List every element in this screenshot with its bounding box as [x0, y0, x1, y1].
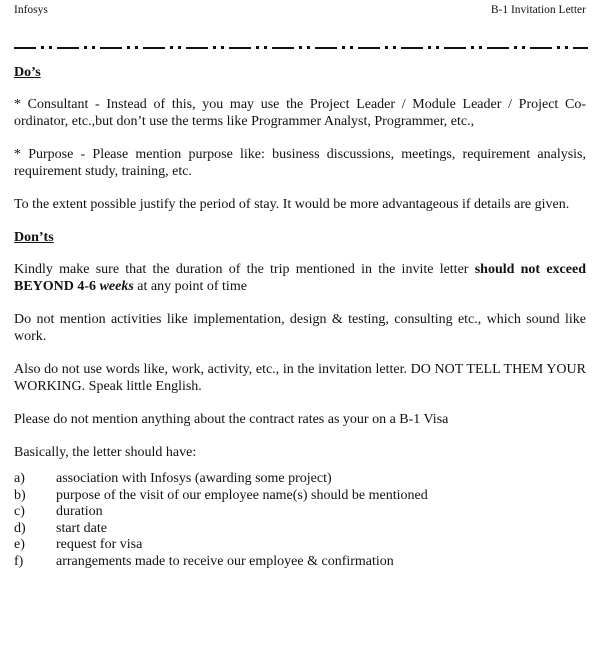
list-marker: b) [14, 487, 26, 503]
divider-dot [557, 46, 560, 49]
list-item-text: association with Infosys (awarding some project) [56, 471, 332, 486]
list-item [14, 537, 586, 554]
divider-dash [401, 47, 423, 49]
divider-dot [256, 46, 259, 49]
divider-dot [385, 46, 388, 49]
divider-dot [342, 46, 345, 49]
donts-activities-paragraph: Do not mention activities like implementation, design & testing, consulting etc., which sound like work. [14, 312, 586, 344]
divider-dot [471, 46, 474, 49]
donts-words-paragraph: Also do not use words like, work, activity, etc., in the invitation letter. DO NOT TELL THEM YOUR WORKING. Speak little English. [14, 362, 586, 394]
header-divider [14, 46, 588, 49]
letter-requirements-list [14, 471, 586, 570]
donts-duration-paragraph [14, 261, 586, 295]
divider-dot [49, 46, 52, 49]
list-item [14, 504, 586, 521]
dos-justify-paragraph: To the extent possible justify the period of stay. It would be more advantageous if details are given. [14, 197, 570, 212]
divider-dot [350, 46, 353, 49]
divider-dot [565, 46, 568, 49]
list-item [14, 554, 586, 571]
divider-dash [100, 47, 122, 49]
divider-dash [315, 47, 337, 49]
divider-dash [444, 47, 466, 49]
divider-dot [170, 46, 173, 49]
divider-dot [514, 46, 517, 49]
divider-dash [143, 47, 165, 49]
duration-text-italic: weeks [99, 279, 134, 294]
list-item-text: duration [56, 504, 103, 519]
divider-dash [530, 47, 552, 49]
dos-consultant-paragraph: * Consultant - Instead of this, you may use the Project Leader / Module Leader / Project Co-ordinator, etc.,but don’t use the terms like Programmer Analyst, Programmer, etc., [14, 97, 586, 129]
divider-dot [41, 46, 44, 49]
list-item [14, 488, 586, 505]
list-marker: a) [14, 471, 25, 486]
list-item [14, 471, 586, 488]
divider-dash [229, 47, 251, 49]
divider-dot [84, 46, 87, 49]
divider-dot [135, 46, 138, 49]
dos-heading: Do’s [14, 65, 41, 80]
divider-dash [358, 47, 380, 49]
divider-dot [221, 46, 224, 49]
list-marker: c) [14, 504, 25, 519]
header-company: Infosys [14, 4, 48, 16]
divider-dot [178, 46, 181, 49]
divider-dot [92, 46, 95, 49]
divider-dot [307, 46, 310, 49]
list-item-text: purpose of the visit of our employee name(s) should be mentioned [56, 487, 428, 503]
page-header [14, 4, 586, 20]
divider-dot [479, 46, 482, 49]
list-marker: d) [14, 520, 26, 536]
divider-dot [127, 46, 130, 49]
list-item-text: request for visa [56, 537, 143, 552]
header-document-title: B-1 Invitation Letter [490, 4, 586, 16]
divider-dash [57, 47, 79, 49]
divider-dot [393, 46, 396, 49]
divider-dash [186, 47, 208, 49]
donts-heading: Don’ts [14, 230, 54, 245]
list-item-text: arrangements made to receive our employee & confirmation [56, 553, 394, 569]
dos-purpose-paragraph: * Purpose - Please mention purpose like: business discussions, meetings, requirement analysis, requirement study, training, etc. [14, 147, 586, 179]
divider-dot [299, 46, 302, 49]
list-marker: e) [14, 537, 25, 552]
divider-dash [14, 47, 36, 49]
document-body [14, 64, 586, 570]
list-item-text: start date [56, 520, 107, 536]
divider-dot [522, 46, 525, 49]
divider-dot [264, 46, 267, 49]
donts-rates-paragraph: Please do not mention anything about the contract rates as your on a B-1 Visa [14, 412, 449, 427]
duration-text-pre: Kindly make sure that the duration of the trip mentioned in the invite letter [14, 262, 475, 277]
list-item [14, 521, 586, 538]
divider-dash [272, 47, 294, 49]
list-marker: f) [14, 553, 24, 569]
donts-basically-paragraph: Basically, the letter should have: [14, 445, 197, 460]
divider-dot [436, 46, 439, 49]
divider-dash [487, 47, 509, 49]
divider-dot [428, 46, 431, 49]
divider-dot [213, 46, 216, 49]
divider-dash [573, 47, 588, 49]
duration-text-post: at any point of time [133, 279, 247, 294]
duration-text-bold: should not exceed BEYOND 4-6 [14, 262, 586, 294]
